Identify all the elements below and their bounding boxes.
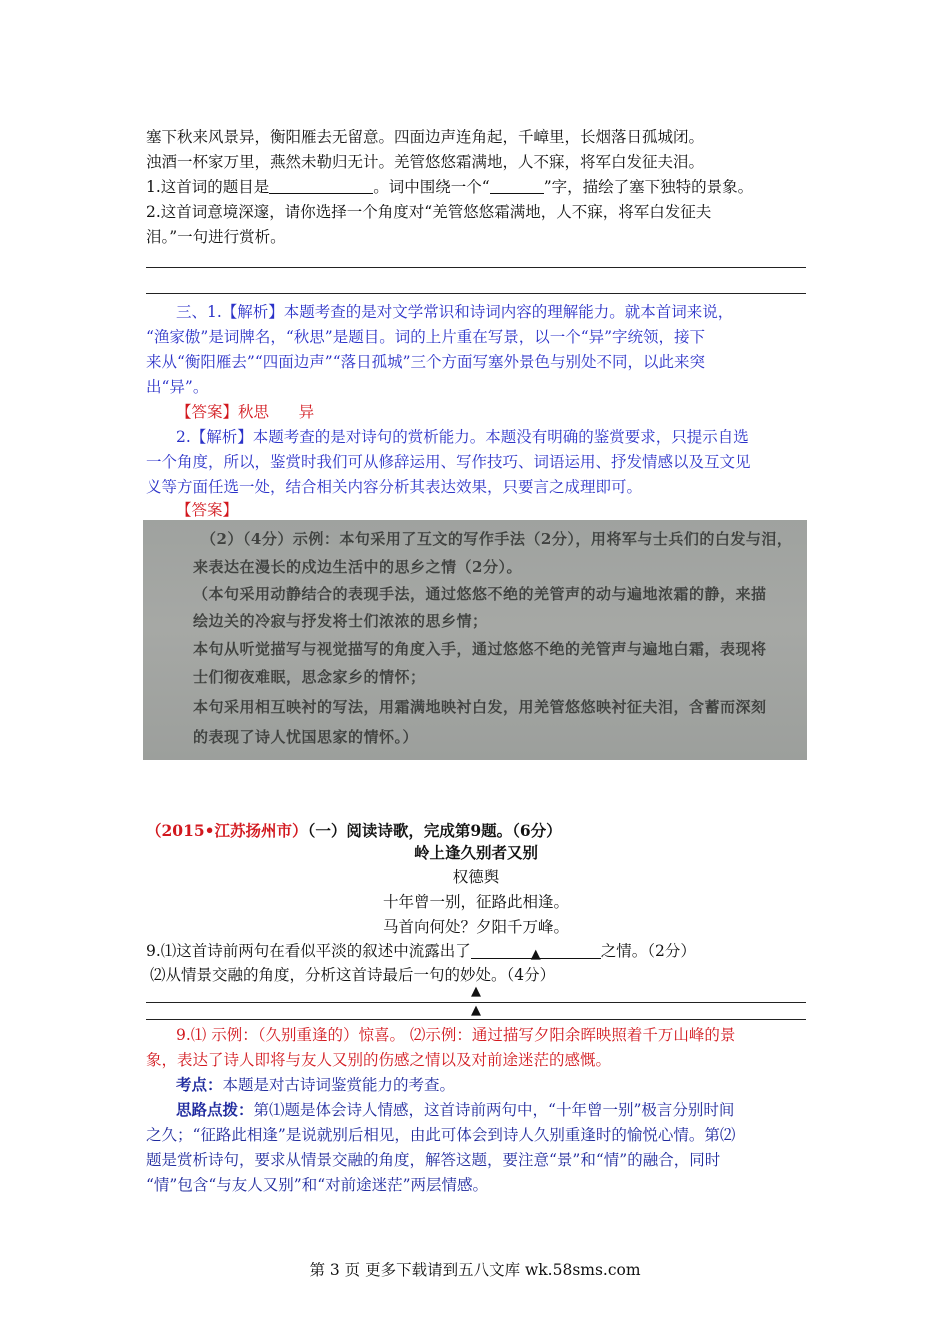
poem-verse-1: 十年曾一别，征路此相逢。 xyxy=(382,893,569,911)
analysis-2-line-1: 2.【解析】本题考查的是对诗句的赏析能力。本题没有明确的鉴赏要求，只提示自选 xyxy=(176,428,749,446)
answer-rule-1 xyxy=(146,267,806,268)
answer-1-tag: 【答案】 xyxy=(176,403,239,421)
analysis-1-line-1: 三、1.【解析】本题考查的是对文学常识和诗词内容的理解能力。就本首词来说， xyxy=(176,303,734,321)
silu-line-4: “情”包含“与友人又别”和“对前途迷茫”两层情感。 xyxy=(146,1176,489,1194)
answer-blank-title xyxy=(269,177,373,194)
analysis-1-line-4: 出“异”。 xyxy=(146,378,209,396)
answer-2-tag: 【答案】 xyxy=(176,501,239,519)
scan-line-2: 来表达在漫长的戍边生活中的思乡之情（2分）。 xyxy=(193,558,522,576)
kaodian-text: 本题是对古诗词鉴赏能力的考查。 xyxy=(222,1076,456,1094)
silu-line-1 xyxy=(176,1099,734,1121)
scan-line-5: 本句从听觉描写与视觉描写的角度入手，通过悠悠不绝的羌管声与遍地白霜，表现将 xyxy=(193,640,767,658)
poem-author: 权德舆 xyxy=(452,868,500,886)
silu-tag: 思路点拨： xyxy=(176,1100,254,1119)
silu-line-2: 之久；“征路此相逢”是说就别后相见，由此可体会到诗人久别重逢时的愉悦心情。第⑵ xyxy=(146,1126,736,1144)
question-9-2: ⑵从情景交融的角度，分析这首诗最后一句的妙处。（4分） xyxy=(150,966,556,984)
question-2-line-1: 2.这首词意境深邃，请你选择一个角度对“羌管悠悠霜满地，人不寐，将军白发征夫 xyxy=(146,203,712,221)
question-2-line-2: 泪。”一句进行赏析。 xyxy=(146,228,286,246)
answer-blank-word xyxy=(490,177,544,194)
answer-9-line-2: 象，表达了诗人即将与友人又别的伤感之情以及对前途迷茫的感慨。 xyxy=(146,1051,612,1069)
silu-text-1: 第⑴题是体会诗人情感，这首诗前两句中，“十年曾一别”极言分别时间 xyxy=(253,1101,735,1119)
section-2-heading xyxy=(146,820,562,842)
poem-title: 岭上逢久别者又别 xyxy=(413,843,538,862)
question-9-1-suffix: 之情。（2分） xyxy=(600,942,696,960)
question-1 xyxy=(146,176,753,198)
analysis-1-line-2: “渔家傲”是词牌名，“秋思”是题目。词的上片重在写景，以一个“异”字统领，接下 xyxy=(146,328,706,346)
scan-line-6: 士们彻夜难眠，思念家乡的情怀； xyxy=(193,668,426,686)
question-1-mid: 。词中围绕一个“ xyxy=(373,178,490,196)
answer-1-text: 秋思 异 xyxy=(238,403,315,421)
analysis-2-line-2: 一个角度，所以，鉴赏时我们可从修辞运用、写作技巧、词语运用、抒发情感以及互文见 xyxy=(146,453,751,471)
question-1-suffix: ”字，描绘了塞下独特的景象。 xyxy=(543,178,754,196)
triangle-marker-icon: ▲ xyxy=(530,947,541,962)
answer-blank-9-1 xyxy=(471,942,601,962)
poem-line-2: 浊酒一杯家万里，燕然未勒归无计。羌管悠悠霜满地，人不寐，将军白发征夫泪。 xyxy=(146,153,705,171)
question-9-1-prefix: 9.⑴这首诗前两句在看似平淡的叙述中流露出了 xyxy=(146,942,471,960)
question-1-prefix: 1.这首词的题目是 xyxy=(146,178,270,196)
analysis-2-line-3: 义等方面任选一处，结合相关内容分析其表达效果，只要言之成理即可。 xyxy=(146,478,643,496)
analysis-1-line-3: 来从“衡阳雁去”“四面边声”“落日孤城”三个方面写塞外景色与别处不同，以此来突 xyxy=(146,353,706,371)
answer-rule-4 xyxy=(146,1019,806,1020)
triangle-marker-icon: ▲ xyxy=(471,1003,481,1018)
answer-1 xyxy=(176,401,314,423)
scan-line-4: 绘边关的冷寂与抒发将士们浓浓的思乡情； xyxy=(193,612,488,630)
scan-line-8: 的表现了诗人忧国思家的情怀。） xyxy=(193,728,419,746)
question-9-1 xyxy=(146,940,696,962)
page-footer: 第 3 页 更多下载请到五八文库 wk.58sms.com xyxy=(309,1261,641,1279)
scan-line-1: （2）（4分）示例：本句采用了互文的写作手法（2分），用将军与士兵们的白发与泪， xyxy=(201,530,793,548)
scan-line-7: 本句采用相互映衬的写法，用霜满地映衬白发，用羌管悠悠映衬征夫泪，含蓄而深刻 xyxy=(193,698,767,716)
poem-verse-2: 马首向何处？夕阳千万峰。 xyxy=(382,918,569,936)
triangle-marker-icon: ▲ xyxy=(471,984,481,999)
answer-9-line-1: 9.⑴ 示例：（久别重逢的）惊喜。 ⑵示例：通过描写夕阳余晖映照着千万山峰的景 xyxy=(176,1026,736,1044)
answer-rule-2 xyxy=(146,293,806,294)
poem-line-1: 塞下秋来风景异，衡阳雁去无留意。四面边声连角起，千嶂里，长烟落日孤城闭。 xyxy=(146,128,705,146)
kaodian xyxy=(176,1074,455,1096)
scanned-answer-image xyxy=(143,520,807,760)
kaodian-tag: 考点： xyxy=(176,1075,223,1094)
section-2-title: （一）阅读诗歌，完成第9题。（6分） xyxy=(307,821,562,840)
silu-line-3: 题是赏析诗句，要求从情景交融的角度，解答这题，要注意“景”和“情”的融合，同时 xyxy=(146,1151,721,1169)
section-2-source: （2015•江苏扬州市） xyxy=(146,821,308,840)
scan-line-3: （本句采用动静结合的表现手法，通过悠悠不绝的羌管声的动与遍地浓霜的静，来描 xyxy=(193,585,767,603)
